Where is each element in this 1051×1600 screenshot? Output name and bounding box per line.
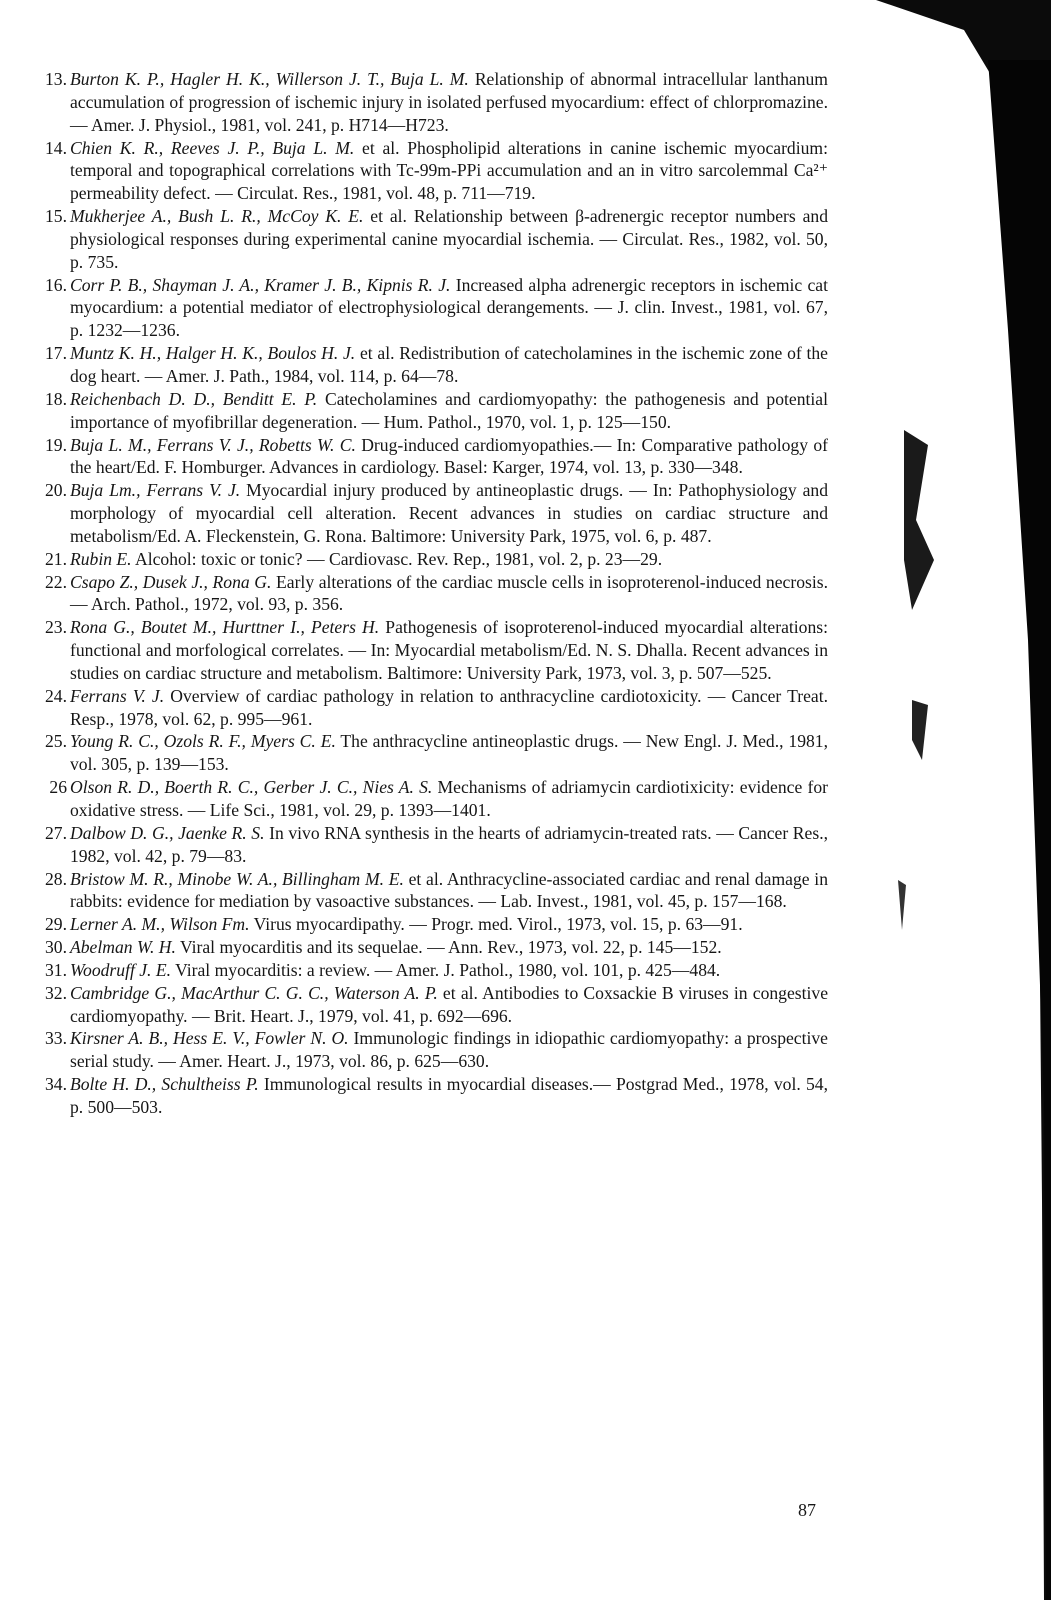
reference-item <box>45 822 828 868</box>
reference-item <box>45 205 828 274</box>
reference-number: 22. <box>45 571 67 592</box>
reference-authors: Burton K. P., Hagler H. K., Willerson J. T., Buja L. M. <box>70 69 469 89</box>
reference-text: et al. Anthracycline-associated cardiac and renal damage in rabbits: evidence for mediation by vasoactive substances. — Lab. Invest., 1981, vol. 45, p. 157—168. <box>70 868 828 912</box>
reference-item <box>45 868 828 914</box>
reference-number: 24. <box>45 685 67 706</box>
reference-number: 29. <box>45 914 67 935</box>
reference-item <box>45 616 828 685</box>
reference-text: Myocardial injury produced by antineoplastic drugs. — In: Pathophysiology and morphology of myocardial cell alteration. Recent advances in studies on cardiac structure and metabolism/Ed. A. Fleckenstein, G. Rona. Baltimore: University Park, 1975, vol. 6, p. 487. <box>70 480 828 546</box>
reference-authors: Bristow M. R., Minobe W. A., Billingham M. E. <box>70 868 404 889</box>
reference-number: 19. <box>45 434 67 455</box>
page-number: 87 <box>798 1500 816 1520</box>
reference-number: 13. <box>45 69 67 89</box>
reference-authors: Dalbow D. G., Jaenke R. S. <box>70 822 265 843</box>
reference-item <box>45 388 828 434</box>
reference-text: In vivo RNA synthesis in the hearts of adriamycin-treated rats. — Cancer Res., 1982, vol. 42, p. 79—83. <box>70 822 828 866</box>
reference-authors: Cambridge G., MacArthur C. G. C., Waterson A. P. <box>70 982 438 1003</box>
reference-number: 14. <box>45 137 67 158</box>
reference-text: et al. Redistribution of catecholamines in the ischemic zone of the dog heart. — Amer. J. Path., 1984, vol. 114, p. 64—78. <box>70 343 828 386</box>
reference-text: Mechanisms of adriamycin cardiotixicity: evidence for oxidative stress. — Life Sci., 1981, vol. 29, p. 1393—1401. <box>70 777 828 820</box>
reference-number: 34. <box>45 1074 67 1095</box>
reference-number: 28. <box>45 868 67 889</box>
reference-number: 31. <box>45 959 67 980</box>
reference-number: 25. <box>45 731 67 752</box>
reference-item <box>45 137 828 206</box>
reference-text: Virus myocardipathy. — Progr. med. Virol., 1973, vol. 15, p. 63—91. <box>249 914 743 935</box>
reference-number: 16. <box>45 274 67 295</box>
reference-number: 20. <box>45 480 67 501</box>
reference-number: 32. <box>45 982 67 1003</box>
reference-authors: Rona G., Boutet M., Hurttner I., Peters H. <box>70 617 380 638</box>
reference-text: Viral myocarditis: a review. — Amer. J. Pathol., 1980, vol. 101, p. 425—484. <box>171 959 721 980</box>
reference-number: 27. <box>45 822 67 843</box>
reference-authors: Olson R. D., Boerth R. C., Gerber J. C., Nies A. S. <box>70 777 433 798</box>
reference-authors: Bolte H. D., Schultheiss P. <box>70 1074 259 1095</box>
reference-authors: Abelman W. H. <box>70 937 176 958</box>
reference-item <box>45 685 828 731</box>
reference-number: 21. <box>45 548 67 569</box>
reference-item <box>45 571 828 617</box>
reference-number: 18. <box>45 388 67 409</box>
reference-text: Immunologic findings in idiopathic cardiomyopathy: a prospective serial study. — Amer. Heart. J., 1973, vol. 86, p. 625—630. <box>70 1028 828 1072</box>
reference-authors: Ferrans V. J. <box>70 685 165 706</box>
reference-text: et al. Relationship between β-adrenergic receptor numbers and physiological responses during experimental canine myocardial ischemia. — Circulat. Res., 1982, vol. 50, p. 735. <box>70 206 828 272</box>
reference-text: Immunological results in myocardial diseases.— Postgrad Med., 1978, vol. 54, p. 500—503. <box>70 1074 828 1117</box>
reference-item <box>45 548 828 571</box>
reference-item <box>45 959 828 982</box>
reference-text: The anthracycline antineoplastic drugs. — New Engl. J. Med., 1981, vol. 305, p. 139—153. <box>70 731 828 775</box>
reference-number: 30. <box>45 937 67 958</box>
reference-authors: Woodruff J. E. <box>70 959 172 980</box>
reference-text: et al. Phospholipid alterations in canine ischemic myocardium: temporal and topographical correlations with Tc-99m-PPi accumulation and an in vitro sarcolemmal Ca²⁺ permeability defect. — Circulat. Res., 1981, vol. 48, p. 711—719. <box>70 137 828 204</box>
reference-item <box>45 274 828 343</box>
reference-text: Relationship of abnormal intracellular lanthanum accumulation of progression of ischemic injury in isolated perfused myocardium: effect of chlorpromazine. — Amer. J. Physiol., 1981, vol. 241, p. H714—H723. <box>70 69 828 135</box>
reference-item <box>45 1073 828 1119</box>
reference-authors: Csapo Z., Dusek J., Rona G. <box>70 571 272 592</box>
reference-number: 33. <box>45 1028 67 1049</box>
reference-text: Catecholamines and cardiomyopathy: the pathogenesis and potential importance of myofibrillar degeneration. — Hum. Pathol., 1970, vol. 1, p. 125—150. <box>70 388 828 432</box>
reference-text: Alcohol: toxic or tonic? — Cardiovasc. Rev. Rep., 1981, vol. 2, p. 23—29. <box>131 548 663 569</box>
reference-item <box>49 776 828 822</box>
reference-authors: Chien K. R., Reeves J. P., Buja L. M. <box>70 137 355 158</box>
reference-authors: Kirsner A. B., Hess E. V., Fowler N. O. <box>70 1028 349 1049</box>
reference-item <box>45 936 828 959</box>
reference-authors: Corr P. B., Shayman J. A., Kramer J. B., Kipnis R. J. <box>70 274 451 295</box>
reference-text: Viral myocarditis and its sequelae. — Ann. Rev., 1973, vol. 22, p. 145—152. <box>175 937 722 958</box>
reference-list <box>45 68 829 1119</box>
reference-authors: Young R. C., Ozols R. F., Myers C. E. <box>70 731 336 752</box>
reference-item <box>45 434 828 480</box>
reference-number: 15. <box>45 206 67 227</box>
reference-authors: Lerner A. M., Wilson Fm. <box>70 914 250 935</box>
reference-authors: Reichenbach D. D., Benditt E. P. <box>70 388 318 409</box>
reference-item <box>45 913 828 936</box>
reference-item <box>45 479 828 548</box>
reference-authors: Mukherjee A., Bush L. R., McCoy K. E. <box>70 206 364 227</box>
reference-number: 26 <box>49 777 67 798</box>
reference-item <box>45 982 829 1028</box>
reference-authors: Rubin E. <box>70 548 132 569</box>
reference-authors: Buja Lm., Ferrans V. J. <box>70 480 241 501</box>
reference-text: Drug-induced cardiomyopathies.— In: Comparative pathology of the heart/Ed. F. Homburger. Advances in cardiology. Basel: Karger, 1974, vol. 13, p. 330—348. <box>70 434 828 478</box>
reference-text: Early alterations of the cardiac muscle cells in isoproterenol-induced necrosis. — Arch. Pathol., 1972, vol. 93, p. 356. <box>70 571 828 615</box>
reference-item <box>45 68 828 137</box>
reference-text: et al. Antibodies to Coxsackie B viruses in congestive cardiomyopathy. — Brit. Heart. J., 1979, vol. 41, p. 692—696. <box>70 982 829 1026</box>
reference-item <box>45 1027 828 1073</box>
reference-text: Pathogenesis of isoproterenol-induced myocardial alterations: functional and morfological correlates. — In: Myocardial metabolism/Ed. N. S. Dhalla. Recent advances in studies on cardiac structure and metabolism. Baltimore: University Park, 1973, vol. 3, p. 507—525. <box>70 617 828 683</box>
reference-text: Increased alpha adrenergic receptors in ischemic cat myocardium: a potential mediator of electrophysiological derangements. — J. clin. Invest., 1981, vol. 67, p. 1232—1236. <box>70 274 828 341</box>
scan-edge-shadow <box>868 0 1051 1600</box>
reference-item <box>45 730 828 776</box>
reference-number: 17. <box>45 343 67 364</box>
reference-item <box>45 342 828 388</box>
reference-number: 23. <box>45 617 67 638</box>
reference-authors: Buja L. M., Ferrans V. J., Robetts W. C. <box>70 434 356 455</box>
reference-authors: Muntz K. H., Halger H. K., Boulos H. J. <box>70 343 356 364</box>
reference-text: Overview of cardiac pathology in relation to anthracycline cardiotoxicity. — Cancer Treat. Resp., 1978, vol. 62, p. 995—961. <box>70 685 828 729</box>
